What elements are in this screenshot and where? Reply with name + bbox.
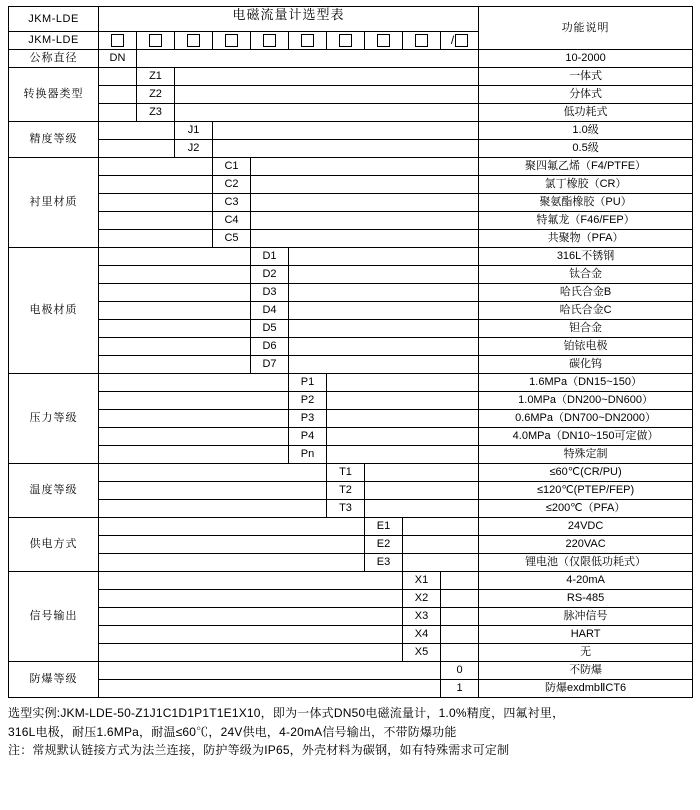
code-cell-c1: C1 xyxy=(213,158,251,176)
row-lining-2 xyxy=(9,176,693,194)
blank-cell xyxy=(99,194,213,212)
code-box-2 xyxy=(137,32,175,50)
code-box-5 xyxy=(251,32,289,50)
checkbox-square-icon xyxy=(225,34,238,47)
blank-cell xyxy=(99,374,289,392)
row-label-lining: 衬里材质 xyxy=(9,158,99,248)
code-cell-j2: J2 xyxy=(175,140,213,158)
table-title-cell xyxy=(99,7,479,32)
blank-cell xyxy=(251,212,479,230)
blank-cell xyxy=(365,482,479,500)
row-label-temperature: 温度等级 xyxy=(9,464,99,518)
row-lining-1 xyxy=(9,158,693,176)
blank-cell xyxy=(99,428,289,446)
row-pressure-5 xyxy=(9,446,693,464)
checkbox-square-icon xyxy=(187,34,200,47)
code-cell-d5: D5 xyxy=(251,320,289,338)
blank-cell xyxy=(99,536,365,554)
desc-e1: 24VDC xyxy=(479,518,693,536)
desc-x2: RS-485 xyxy=(479,590,693,608)
row-lining-3 xyxy=(9,194,693,212)
row-converter-type-3 xyxy=(9,104,693,122)
code-cell-p1: P1 xyxy=(289,374,327,392)
blank-cell xyxy=(99,590,403,608)
code-cell-e1: E1 xyxy=(365,518,403,536)
desc-z2: 分体式 xyxy=(479,86,693,104)
note-example-line2: 316L电极，耐压1.6MPa，耐温≤60℃，24V供电，4-20mA信号输出，不带防爆功能 xyxy=(8,724,457,739)
code-cell-d7: D7 xyxy=(251,356,289,374)
desc-d4: 哈氏合金C xyxy=(479,302,693,320)
blank-cell xyxy=(99,104,137,122)
desc-d3: 哈氏合金B xyxy=(479,284,693,302)
row-temperature-2 xyxy=(9,482,693,500)
row-electrode-1 xyxy=(9,248,693,266)
blank-cell xyxy=(99,86,137,104)
blank-cell xyxy=(99,140,175,158)
notes-block xyxy=(8,704,692,760)
checkbox-square-icon xyxy=(339,34,352,47)
blank-cell xyxy=(99,518,365,536)
row-lining-5 xyxy=(9,230,693,248)
blank-cell xyxy=(99,680,441,698)
row-pressure-4 xyxy=(9,428,693,446)
blank-cell xyxy=(441,644,479,662)
code-box-8 xyxy=(365,32,403,50)
desc-t2: ≤120℃(PTEP/FEP) xyxy=(479,482,693,500)
row-power-1 xyxy=(9,518,693,536)
code-cell-x4: X4 xyxy=(403,626,441,644)
desc-e3: 锂电池（仅限低功耗式） xyxy=(479,554,693,572)
row-label-signal: 信号输出 xyxy=(9,572,99,662)
checkbox-square-icon xyxy=(149,34,162,47)
row-pressure-2 xyxy=(9,392,693,410)
blank-cell xyxy=(175,86,479,104)
desc-d5: 钽合金 xyxy=(479,320,693,338)
blank-cell xyxy=(403,536,479,554)
blank-cell xyxy=(289,248,479,266)
blank-cell xyxy=(137,50,479,68)
model-prefix-cell-2: JKM-LDE xyxy=(9,32,99,50)
row-explosionproof-1 xyxy=(9,662,693,680)
code-cell-ex1: 1 xyxy=(441,680,479,698)
blank-cell xyxy=(175,104,479,122)
code-cell-z1: Z1 xyxy=(137,68,175,86)
blank-cell xyxy=(99,644,403,662)
desc-ex0: 不防爆 xyxy=(479,662,693,680)
blank-cell xyxy=(99,662,441,680)
blank-cell xyxy=(327,410,479,428)
desc-pn: 特殊定制 xyxy=(479,446,693,464)
blank-cell xyxy=(99,158,213,176)
blank-cell xyxy=(99,410,289,428)
code-cell-d2: D2 xyxy=(251,266,289,284)
blank-cell xyxy=(289,320,479,338)
model-prefix-cell: JKM-LDE xyxy=(9,7,99,32)
row-label-converter-type: 转换器类型 xyxy=(9,68,99,122)
code-cell-d4: D4 xyxy=(251,302,289,320)
blank-cell xyxy=(251,176,479,194)
code-box-9 xyxy=(403,32,441,50)
blank-cell xyxy=(441,626,479,644)
desc-c1: 聚四氟乙烯（F4/PTFE） xyxy=(479,158,693,176)
table-title-text: 电磁流量计选型表 xyxy=(232,7,345,22)
blank-cell xyxy=(403,554,479,572)
blank-cell xyxy=(441,590,479,608)
blank-cell xyxy=(213,122,479,140)
code-box-10 xyxy=(441,32,479,50)
code-cell-z3: Z3 xyxy=(137,104,175,122)
desc-z1: 一体式 xyxy=(479,68,693,86)
blank-cell xyxy=(99,248,251,266)
code-cell-t2: T2 xyxy=(327,482,365,500)
blank-cell xyxy=(289,338,479,356)
row-converter-type-1 xyxy=(9,68,693,86)
row-signal-5 xyxy=(9,644,693,662)
blank-cell xyxy=(441,608,479,626)
desc-t1: ≤60℃(CR/PU) xyxy=(479,464,693,482)
row-accuracy-2 xyxy=(9,140,693,158)
code-cell-e3: E3 xyxy=(365,554,403,572)
code-cell-t3: T3 xyxy=(327,500,365,518)
desc-d7: 碳化钨 xyxy=(479,356,693,374)
code-cell-z2: Z2 xyxy=(137,86,175,104)
blank-cell xyxy=(251,194,479,212)
desc-ex1: 防爆exdmbⅡCT6 xyxy=(479,680,693,698)
code-cell-c5: C5 xyxy=(213,230,251,248)
blank-cell xyxy=(99,68,137,86)
row-label-power: 供电方式 xyxy=(9,518,99,572)
row-pressure-3 xyxy=(9,410,693,428)
blank-cell xyxy=(99,392,289,410)
slash-separator: / xyxy=(450,32,455,47)
desc-x5: 无 xyxy=(479,644,693,662)
blank-cell xyxy=(99,356,251,374)
row-power-2 xyxy=(9,536,693,554)
row-explosionproof-2 xyxy=(9,680,693,698)
blank-cell xyxy=(99,500,327,518)
desc-p4: 4.0MPa（DN10~150可定做） xyxy=(479,428,693,446)
blank-cell xyxy=(99,284,251,302)
checkbox-square-icon xyxy=(415,34,428,47)
row-signal-4 xyxy=(9,626,693,644)
blank-cell xyxy=(327,446,479,464)
code-cell-e2: E2 xyxy=(365,536,403,554)
desc-x4: HART xyxy=(479,626,693,644)
row-label-nominal-diameter: 公称直径 xyxy=(9,50,99,68)
row-lining-4 xyxy=(9,212,693,230)
row-electrode-2 xyxy=(9,266,693,284)
code-cell-c2: C2 xyxy=(213,176,251,194)
blank-cell xyxy=(251,158,479,176)
blank-cell xyxy=(327,392,479,410)
code-cell-d3: D3 xyxy=(251,284,289,302)
code-cell-pn: Pn xyxy=(289,446,327,464)
blank-cell xyxy=(99,626,403,644)
row-power-3 xyxy=(9,554,693,572)
blank-cell xyxy=(365,464,479,482)
blank-cell xyxy=(175,68,479,86)
code-cell-c3: C3 xyxy=(213,194,251,212)
row-label-accuracy: 精度等级 xyxy=(9,122,99,158)
blank-cell xyxy=(99,212,213,230)
table-header-row xyxy=(9,7,693,32)
row-temperature-3 xyxy=(9,500,693,518)
code-cell-ex0: 0 xyxy=(441,662,479,680)
model-selection-table xyxy=(8,6,693,698)
blank-cell xyxy=(99,338,251,356)
checkbox-square-icon xyxy=(377,34,390,47)
code-cell-p3: P3 xyxy=(289,410,327,428)
blank-cell xyxy=(99,572,403,590)
desc-c4: 特氟龙（F46/FEP） xyxy=(479,212,693,230)
blank-cell xyxy=(99,464,327,482)
blank-cell xyxy=(99,446,289,464)
blank-cell xyxy=(251,230,479,248)
row-signal-3 xyxy=(9,608,693,626)
code-cell-d1: D1 xyxy=(251,248,289,266)
blank-cell xyxy=(99,482,327,500)
code-cell-j1: J1 xyxy=(175,122,213,140)
row-accuracy-1 xyxy=(9,122,693,140)
blank-cell xyxy=(213,140,479,158)
blank-cell xyxy=(99,266,251,284)
blank-cell xyxy=(99,122,175,140)
blank-cell xyxy=(289,284,479,302)
blank-cell xyxy=(327,374,479,392)
desc-p2: 1.0MPa（DN200~DN600） xyxy=(479,392,693,410)
note-example-line1: 选型实例:JKM-LDE-50-Z1J1C1D1P1T1E1X10，即为一体式DN50电磁流量计，1.0%精度，四氟衬里， xyxy=(8,706,565,720)
code-box-6 xyxy=(289,32,327,50)
row-signal-1 xyxy=(9,572,693,590)
blank-cell xyxy=(99,176,213,194)
code-box-1 xyxy=(99,32,137,50)
blank-cell xyxy=(289,356,479,374)
blank-cell xyxy=(403,518,479,536)
row-nominal-diameter xyxy=(9,50,693,68)
desc-d2: 钛合金 xyxy=(479,266,693,284)
code-cell-dn: DN xyxy=(99,50,137,68)
code-cell-c4: C4 xyxy=(213,212,251,230)
row-temperature-1 xyxy=(9,464,693,482)
blank-cell xyxy=(99,608,403,626)
row-signal-2 xyxy=(9,590,693,608)
row-label-electrode: 电极材质 xyxy=(9,248,99,374)
desc-c3: 聚氨酯橡胶（PU） xyxy=(479,194,693,212)
desc-e2: 220VAC xyxy=(479,536,693,554)
function-title-cell: 功能说明 xyxy=(479,7,693,50)
desc-t3: ≤200℃（PFA） xyxy=(479,500,693,518)
desc-x3: 脉冲信号 xyxy=(479,608,693,626)
row-converter-type-2 xyxy=(9,86,693,104)
code-box-7 xyxy=(327,32,365,50)
row-electrode-3 xyxy=(9,284,693,302)
desc-z3: 低功耗式 xyxy=(479,104,693,122)
code-cell-x5: X5 xyxy=(403,644,441,662)
blank-cell xyxy=(441,572,479,590)
row-label-pressure: 压力等级 xyxy=(9,374,99,464)
blank-cell xyxy=(99,230,213,248)
desc-j1: 1.0级 xyxy=(479,122,693,140)
desc-x1: 4-20mA xyxy=(479,572,693,590)
code-box-4 xyxy=(213,32,251,50)
desc-p1: 1.6MPa（DN15~150） xyxy=(479,374,693,392)
checkbox-square-icon xyxy=(455,34,468,47)
blank-cell xyxy=(99,320,251,338)
code-cell-p2: P2 xyxy=(289,392,327,410)
checkbox-square-icon xyxy=(301,34,314,47)
code-cell-t1: T1 xyxy=(327,464,365,482)
row-electrode-5 xyxy=(9,320,693,338)
desc-nominal-diameter: 10-2000 xyxy=(479,50,693,68)
code-cell-x3: X3 xyxy=(403,608,441,626)
blank-cell xyxy=(327,428,479,446)
desc-p3: 0.6MPa（DN700~DN2000） xyxy=(479,410,693,428)
blank-cell xyxy=(99,554,365,572)
blank-cell xyxy=(289,302,479,320)
row-electrode-6 xyxy=(9,338,693,356)
desc-d6: 铂铱电极 xyxy=(479,338,693,356)
checkbox-square-icon xyxy=(111,34,124,47)
code-cell-d6: D6 xyxy=(251,338,289,356)
row-electrode-4 xyxy=(9,302,693,320)
row-electrode-7 xyxy=(9,356,693,374)
desc-j2: 0.5级 xyxy=(479,140,693,158)
checkbox-square-icon xyxy=(263,34,276,47)
note-remark-line: 注：常规默认链接方式为法兰连接，防护等级为IP65，外壳材料为碳钢，如有特殊需求可定制 xyxy=(8,743,510,758)
row-pressure-1 xyxy=(9,374,693,392)
blank-cell xyxy=(289,266,479,284)
desc-c2: 氯丁橡胶（CR） xyxy=(479,176,693,194)
code-box-3 xyxy=(175,32,213,50)
row-label-explosionproof: 防爆等级 xyxy=(9,662,99,698)
desc-c5: 共聚物（PFA） xyxy=(479,230,693,248)
blank-cell xyxy=(365,500,479,518)
desc-d1: 316L不锈钢 xyxy=(479,248,693,266)
blank-cell xyxy=(99,302,251,320)
code-cell-x1: X1 xyxy=(403,572,441,590)
code-cell-x2: X2 xyxy=(403,590,441,608)
code-cell-p4: P4 xyxy=(289,428,327,446)
